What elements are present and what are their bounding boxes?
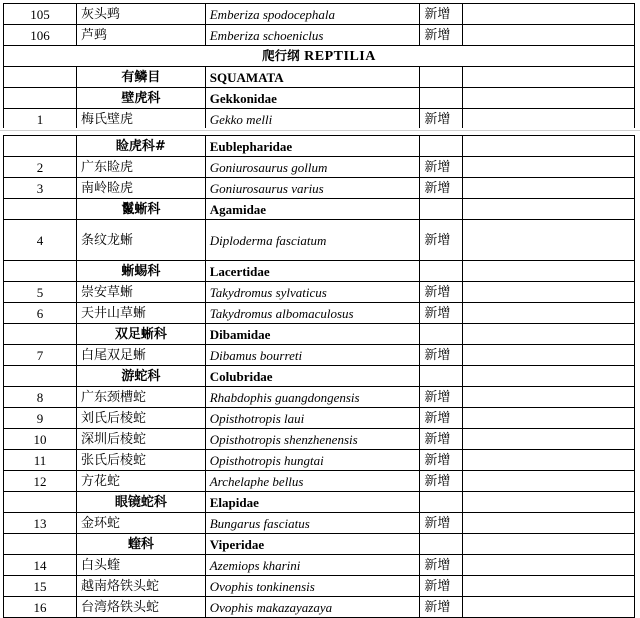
empty-cell xyxy=(4,261,77,282)
row-number: 8 xyxy=(4,387,77,408)
empty-cell xyxy=(4,324,77,345)
family-row xyxy=(4,324,635,345)
family-row xyxy=(4,261,635,282)
family-row xyxy=(4,492,635,513)
row-number: 6 xyxy=(4,303,77,324)
table-row xyxy=(4,471,635,492)
status-cell: 新增 xyxy=(420,303,463,324)
empty-cell xyxy=(463,282,635,303)
empty-cell xyxy=(463,109,635,130)
empty-cell xyxy=(463,303,635,324)
family-row xyxy=(4,136,635,157)
chinese-name: 白尾双足蜥 xyxy=(76,345,205,366)
family-name-cn: 睑虎科# xyxy=(76,136,205,157)
class-name-cn: 爬行纲 xyxy=(262,48,300,63)
family-name-latin: Agamidae xyxy=(205,199,420,220)
chinese-name: 天井山草蜥 xyxy=(76,303,205,324)
family-row xyxy=(4,366,635,387)
scientific-name: Opisthotropis hungtai xyxy=(205,450,420,471)
status-cell: 新增 xyxy=(420,220,463,261)
table-row xyxy=(4,513,635,534)
chinese-name: 芦鹀 xyxy=(76,25,205,46)
page-break-line xyxy=(0,130,640,131)
empty-cell xyxy=(420,136,463,157)
status-cell: 新增 xyxy=(420,576,463,597)
row-number: 16 xyxy=(4,597,77,618)
chinese-name: 方花蛇 xyxy=(76,471,205,492)
chinese-name: 白头蝰 xyxy=(76,555,205,576)
table-row xyxy=(4,282,635,303)
chinese-name: 广东颈槽蛇 xyxy=(76,387,205,408)
scientific-name: Takydromus sylvaticus xyxy=(205,282,420,303)
table-row xyxy=(4,429,635,450)
family-name-latin: Eublepharidae xyxy=(205,136,420,157)
family-name-latin: Lacertidae xyxy=(205,261,420,282)
empty-cell xyxy=(463,324,635,345)
empty-cell xyxy=(463,555,635,576)
class-header xyxy=(4,46,635,67)
empty-cell xyxy=(463,450,635,471)
empty-cell xyxy=(463,408,635,429)
table-row xyxy=(4,303,635,324)
empty-cell xyxy=(463,136,635,157)
scientific-name: Emberiza spodocephala xyxy=(205,4,420,25)
class-header-row xyxy=(4,46,635,67)
family-name-cn: 游蛇科 xyxy=(76,366,205,387)
row-number: 2 xyxy=(4,157,77,178)
scientific-name: Bungarus fasciatus xyxy=(205,513,420,534)
scientific-name: Diploderma fasciatum xyxy=(205,220,420,261)
row-number: 9 xyxy=(4,408,77,429)
empty-cell xyxy=(463,534,635,555)
empty-cell xyxy=(4,67,77,88)
empty-cell xyxy=(4,492,77,513)
family-name-cn: 壁虎科 xyxy=(76,88,205,109)
family-name-cn: 蝰科 xyxy=(76,534,205,555)
family-name-latin: Elapidae xyxy=(205,492,420,513)
empty-cell xyxy=(420,67,463,88)
row-number: 105 xyxy=(4,4,77,25)
empty-cell xyxy=(4,366,77,387)
row-number: 15 xyxy=(4,576,77,597)
empty-cell xyxy=(463,345,635,366)
family-name-latin: Viperidae xyxy=(205,534,420,555)
class-name-latin: REPTILIA xyxy=(304,49,376,64)
empty-cell xyxy=(463,178,635,199)
empty-cell xyxy=(463,366,635,387)
table-row xyxy=(4,408,635,429)
species-table-bottom xyxy=(3,135,635,618)
family-row xyxy=(4,88,635,109)
status-cell: 新增 xyxy=(420,513,463,534)
family-name-cn: 双足蜥科 xyxy=(76,324,205,345)
empty-cell xyxy=(463,220,635,261)
table-row xyxy=(4,178,635,199)
empty-cell xyxy=(463,88,635,109)
empty-cell xyxy=(4,136,77,157)
chinese-name: 南岭睑虎 xyxy=(76,178,205,199)
status-cell: 新增 xyxy=(420,471,463,492)
empty-cell xyxy=(463,67,635,88)
empty-cell xyxy=(463,25,635,46)
status-cell: 新增 xyxy=(420,178,463,199)
row-number: 3 xyxy=(4,178,77,199)
row-number: 5 xyxy=(4,282,77,303)
empty-cell xyxy=(4,88,77,109)
table-row xyxy=(4,576,635,597)
chinese-name: 深圳后棱蛇 xyxy=(76,429,205,450)
chinese-name: 张氏后棱蛇 xyxy=(76,450,205,471)
scientific-name: Azemiops kharini xyxy=(205,555,420,576)
order-row xyxy=(4,67,635,88)
row-number: 1 xyxy=(4,109,77,130)
scientific-name: Takydromus albomaculosus xyxy=(205,303,420,324)
empty-cell xyxy=(463,597,635,618)
status-cell: 新增 xyxy=(420,429,463,450)
scientific-name: Opisthotropis laui xyxy=(205,408,420,429)
table-row xyxy=(4,345,635,366)
species-table-top xyxy=(3,3,635,130)
empty-cell xyxy=(463,471,635,492)
status-cell: 新增 xyxy=(420,282,463,303)
empty-cell xyxy=(420,261,463,282)
scientific-name: Archelaphe bellus xyxy=(205,471,420,492)
chinese-name: 条纹龙蜥 xyxy=(76,220,205,261)
table-row xyxy=(4,4,635,25)
empty-cell xyxy=(420,492,463,513)
row-number: 10 xyxy=(4,429,77,450)
status-cell: 新增 xyxy=(420,4,463,25)
chinese-name: 台湾烙铁头蛇 xyxy=(76,597,205,618)
family-name-latin: Dibamidae xyxy=(205,324,420,345)
table-row xyxy=(4,555,635,576)
empty-cell xyxy=(463,157,635,178)
family-name-latin: Gekkonidae xyxy=(205,88,420,109)
table-row xyxy=(4,597,635,618)
scientific-name: Dibamus bourreti xyxy=(205,345,420,366)
scientific-name: Goniurosaurus varius xyxy=(205,178,420,199)
row-number: 11 xyxy=(4,450,77,471)
family-name-cn: 眼镜蛇科 xyxy=(76,492,205,513)
row-number: 14 xyxy=(4,555,77,576)
empty-cell xyxy=(420,366,463,387)
table-row xyxy=(4,387,635,408)
empty-cell xyxy=(420,324,463,345)
chinese-name: 广东睑虎 xyxy=(76,157,205,178)
empty-cell xyxy=(463,387,635,408)
status-cell: 新增 xyxy=(420,408,463,429)
status-cell: 新增 xyxy=(420,157,463,178)
empty-cell xyxy=(420,199,463,220)
table-row xyxy=(4,25,635,46)
status-cell: 新增 xyxy=(420,555,463,576)
row-number: 4 xyxy=(4,220,77,261)
scientific-name: Emberiza schoeniclus xyxy=(205,25,420,46)
family-row xyxy=(4,199,635,220)
status-cell: 新增 xyxy=(420,109,463,130)
chinese-name: 金环蛇 xyxy=(76,513,205,534)
empty-cell xyxy=(463,261,635,282)
row-number: 106 xyxy=(4,25,77,46)
row-number: 13 xyxy=(4,513,77,534)
family-row xyxy=(4,534,635,555)
chinese-name: 刘氏后棱蛇 xyxy=(76,408,205,429)
empty-cell xyxy=(4,534,77,555)
empty-cell xyxy=(463,492,635,513)
scientific-name: Ovophis makazayazaya xyxy=(205,597,420,618)
table-row xyxy=(4,157,635,178)
status-cell: 新增 xyxy=(420,345,463,366)
chinese-name: 崇安草蜥 xyxy=(76,282,205,303)
status-cell: 新增 xyxy=(420,25,463,46)
table-row xyxy=(4,220,635,261)
status-cell: 新增 xyxy=(420,387,463,408)
row-number: 7 xyxy=(4,345,77,366)
family-name-cn: 蜥蜴科 xyxy=(76,261,205,282)
scientific-name: Ovophis tonkinensis xyxy=(205,576,420,597)
chinese-name: 灰头鹀 xyxy=(76,4,205,25)
family-name-cn: 鬣蜥科 xyxy=(76,199,205,220)
scientific-name: Rhabdophis guangdongensis xyxy=(205,387,420,408)
empty-cell xyxy=(420,534,463,555)
empty-cell xyxy=(463,513,635,534)
table-row xyxy=(4,450,635,471)
row-number: 12 xyxy=(4,471,77,492)
status-cell: 新增 xyxy=(420,597,463,618)
chinese-name: 梅氏壁虎 xyxy=(76,109,205,130)
table-row xyxy=(4,109,635,130)
status-cell: 新增 xyxy=(420,450,463,471)
order-name-cn: 有鳞目 xyxy=(76,67,205,88)
empty-cell xyxy=(4,199,77,220)
empty-cell xyxy=(463,4,635,25)
family-name-latin: Colubridae xyxy=(205,366,420,387)
chinese-name: 越南烙铁头蛇 xyxy=(76,576,205,597)
empty-cell xyxy=(463,199,635,220)
empty-cell xyxy=(420,88,463,109)
scientific-name: Opisthotropis shenzhenensis xyxy=(205,429,420,450)
scientific-name: Goniurosaurus gollum xyxy=(205,157,420,178)
empty-cell xyxy=(463,576,635,597)
empty-cell xyxy=(463,429,635,450)
order-name-latin: SQUAMATA xyxy=(205,67,420,88)
scientific-name: Gekko melli xyxy=(205,109,420,130)
